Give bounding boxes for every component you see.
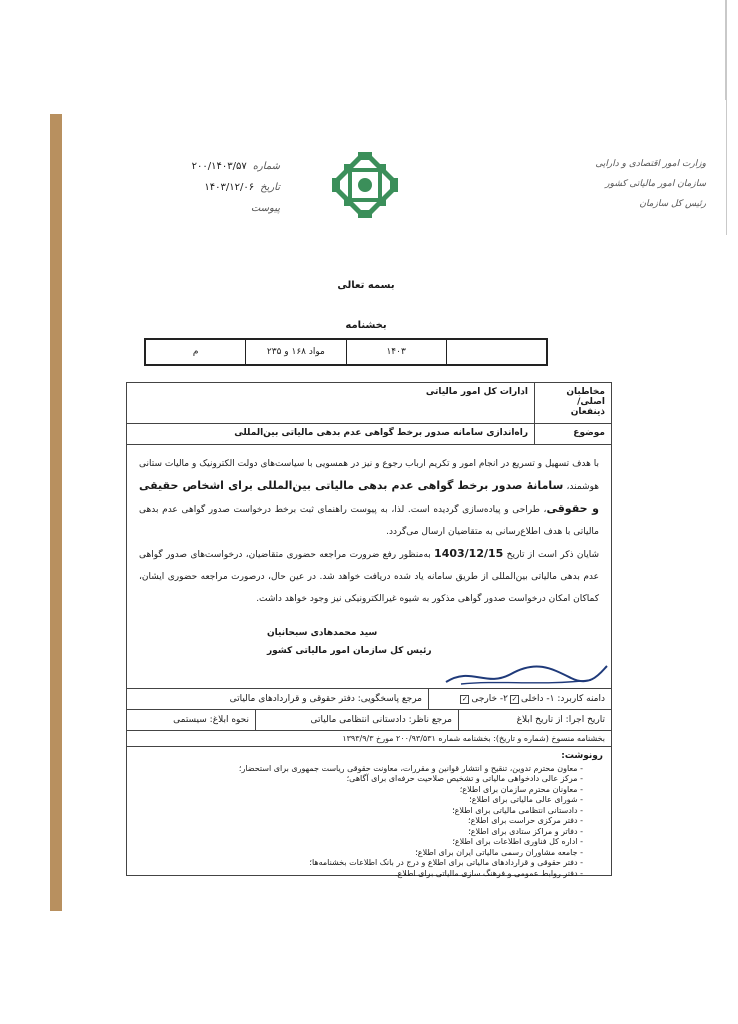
recipients-label: مخاطبان اصلی/ ذینفعان <box>534 383 611 423</box>
recipients-row <box>127 383 611 424</box>
letter-body <box>127 445 611 610</box>
scope-cell <box>428 689 611 709</box>
attachment-label: پیوست <box>250 203 280 214</box>
circular-title: بخشنامه <box>345 320 387 331</box>
reference-cell: مواد ۱۶۸ و ۲۳۵ <box>245 340 345 364</box>
copy-recipient: - شورای عالی مالیاتی برای اطلاع؛ <box>135 795 583 806</box>
subject-row <box>127 424 611 445</box>
paragraph-1-intro: با هدف تسهیل و تسریع در انجام امور و تکریم ارباب رجوع و نیز در همسویی با سیاست‌های دولت الکترونیک و مالیات ستانی هوشمند، <box>139 459 599 492</box>
notify-method: نحوه ابلاغ: سیستمی <box>173 715 249 725</box>
effective-date-value: 1403/12/15 <box>434 547 504 560</box>
copy-recipient: - دفتر مرکزی حراست برای اطلاع؛ <box>135 816 583 827</box>
reference-cell: م <box>192 347 199 357</box>
copy-recipient: - دادستانی انتظامی مالیاتی برای اطلاع؛ <box>135 806 583 817</box>
date-row <box>120 177 280 198</box>
basmala: بسمه تعالی <box>337 280 395 291</box>
subject-value: راه‌اندازی سامانه صدور برخط گواهی عدم بدهی مالیاتی بین‌المللی <box>234 428 528 438</box>
internal-checkbox: ✓ <box>511 694 518 703</box>
effective-date: تاریخ اجرا: از تاریخ ابلاغ <box>458 710 611 730</box>
scope-label: دامنه کاربرد: ۱- داخلی <box>521 694 605 704</box>
date-label: تاریخ <box>260 182 280 193</box>
repealed-circular-note: بخشنامه منسوخ (شماره و تاریخ): بخشنامه شماره ۲۰۰/۹۳/۵۳۱ مورخ ۱۳۹۳/۹/۳ <box>127 730 611 746</box>
copy-recipient: - جامعه مشاوران رسمی مالیاتی ایران برای اطلاع؛ <box>135 848 583 859</box>
scope-row <box>127 688 611 709</box>
reference-cell <box>446 340 546 364</box>
paragraph-1 <box>139 453 599 543</box>
paragraph-2-intro: شایان ذکر است از تاریخ <box>503 550 600 560</box>
copies-title: رونوشت: <box>561 751 603 761</box>
execution-row <box>127 709 611 730</box>
signature-block <box>127 624 611 688</box>
signer-title: رئیس کل سازمان امور مالیاتی کشور <box>267 646 432 656</box>
number-value: ۲۰۰/۱۴۰۳/۵۷ <box>191 161 247 172</box>
letter-metadata <box>120 156 280 219</box>
response-reference: مرجع پاسخگویی: دفتر حقوقی و قراردادهای مالیاتی <box>229 694 422 704</box>
number-label: شماره <box>252 161 280 172</box>
signature-scribble <box>441 662 611 688</box>
paragraph-1-rest: ، طراحی و پیاده‌سازی گردیده است. لذا، به پیوست راهنمای ثبت برخط درخواست صدور گواهی عدم بدهی مالیاتی با هدف اطلاع‌رسانی به متقاضیان ارسال می‌گردد. <box>139 505 599 537</box>
supervisor-reference: مرجع ناظر: دادستانی انتظامی مالیاتی <box>255 710 458 730</box>
external-checkbox: ✓ <box>461 694 468 703</box>
copies-list <box>135 764 603 880</box>
attachment-row <box>120 198 280 219</box>
binder-strip <box>50 114 62 911</box>
subject-label: موضوع <box>534 424 611 444</box>
reference-table <box>144 338 548 366</box>
copy-recipient: - معاون محترم تدوین، تنقیح و انتشار قوانین و مقررات، معاونت حقوقی ریاست جمهوری برای استحضار؛ <box>135 764 583 775</box>
reference-cell: ۱۴۰۳ <box>346 340 446 364</box>
date-value: ۱۴۰۳/۱۲/۰۶ <box>204 182 255 193</box>
letter-frame <box>126 382 612 876</box>
copy-recipient: - دفاتر و مراکز ستادی برای اطلاع؛ <box>135 827 583 838</box>
copy-recipient: - دفتر حقوقی و قراردادهای مالیاتی برای اطلاع و درج در بانک اطلاعات بخشنامه‌ها؛ <box>135 858 583 869</box>
copy-recipient: - دفتر روابط عمومی و فرهنگ سازی مالیاتی برای اطلاع. <box>135 869 583 880</box>
copies-section <box>127 746 611 883</box>
ministry-line-2: سازمان امور مالیاتی کشور <box>605 179 706 189</box>
recipients-value: ادارات کل امور مالیاتی <box>425 387 528 397</box>
copy-recipient: - مرکز عالی دادخواهی مالیاتی و تشخیص صلاحیت حرفه‌ای برای آگاهی؛ <box>135 774 583 785</box>
copy-recipient: - معاونان محترم سازمان برای اطلاع؛ <box>135 785 583 796</box>
document-page <box>66 100 726 920</box>
ministry-letterhead <box>526 154 706 214</box>
tax-organization-logo <box>332 152 398 218</box>
scope-external: ۲- خارجی <box>471 694 508 704</box>
number-row <box>120 156 280 177</box>
ministry-line-3: رئیس کل سازمان <box>639 199 706 209</box>
paragraph-2 <box>139 543 599 610</box>
ministry-line-1: وزارت امور اقتصادی و دارایی <box>595 159 706 169</box>
copy-recipient: - اداره کل فناوری اطلاعات برای اطلاع؛ <box>135 837 583 848</box>
system-name: سامانۀ صدور برخط گواهی عدم بدهی مالیاتی بین‌المللی برای اشخاص حقیقی و حقوقی <box>139 479 600 515</box>
paragraph-2-rest: به‌منظور رفع ضرورت مراجعه حضوری متقاضیان، درخواست‌های صدور گواهی عدم بدهی مالیاتی بین‌المللی از طریق سامانه یاد شده دریافت خواهد شد. در عین حال، درصورت مراجعه حضوری ایشان، کماکان امکان درخواست صدور گواهی مذکور به شیوه غیرالکترونیکی نیز وجود خواهد داشت. <box>139 550 599 604</box>
signer-name: سید محمدهادی سبحانیان <box>267 628 378 638</box>
